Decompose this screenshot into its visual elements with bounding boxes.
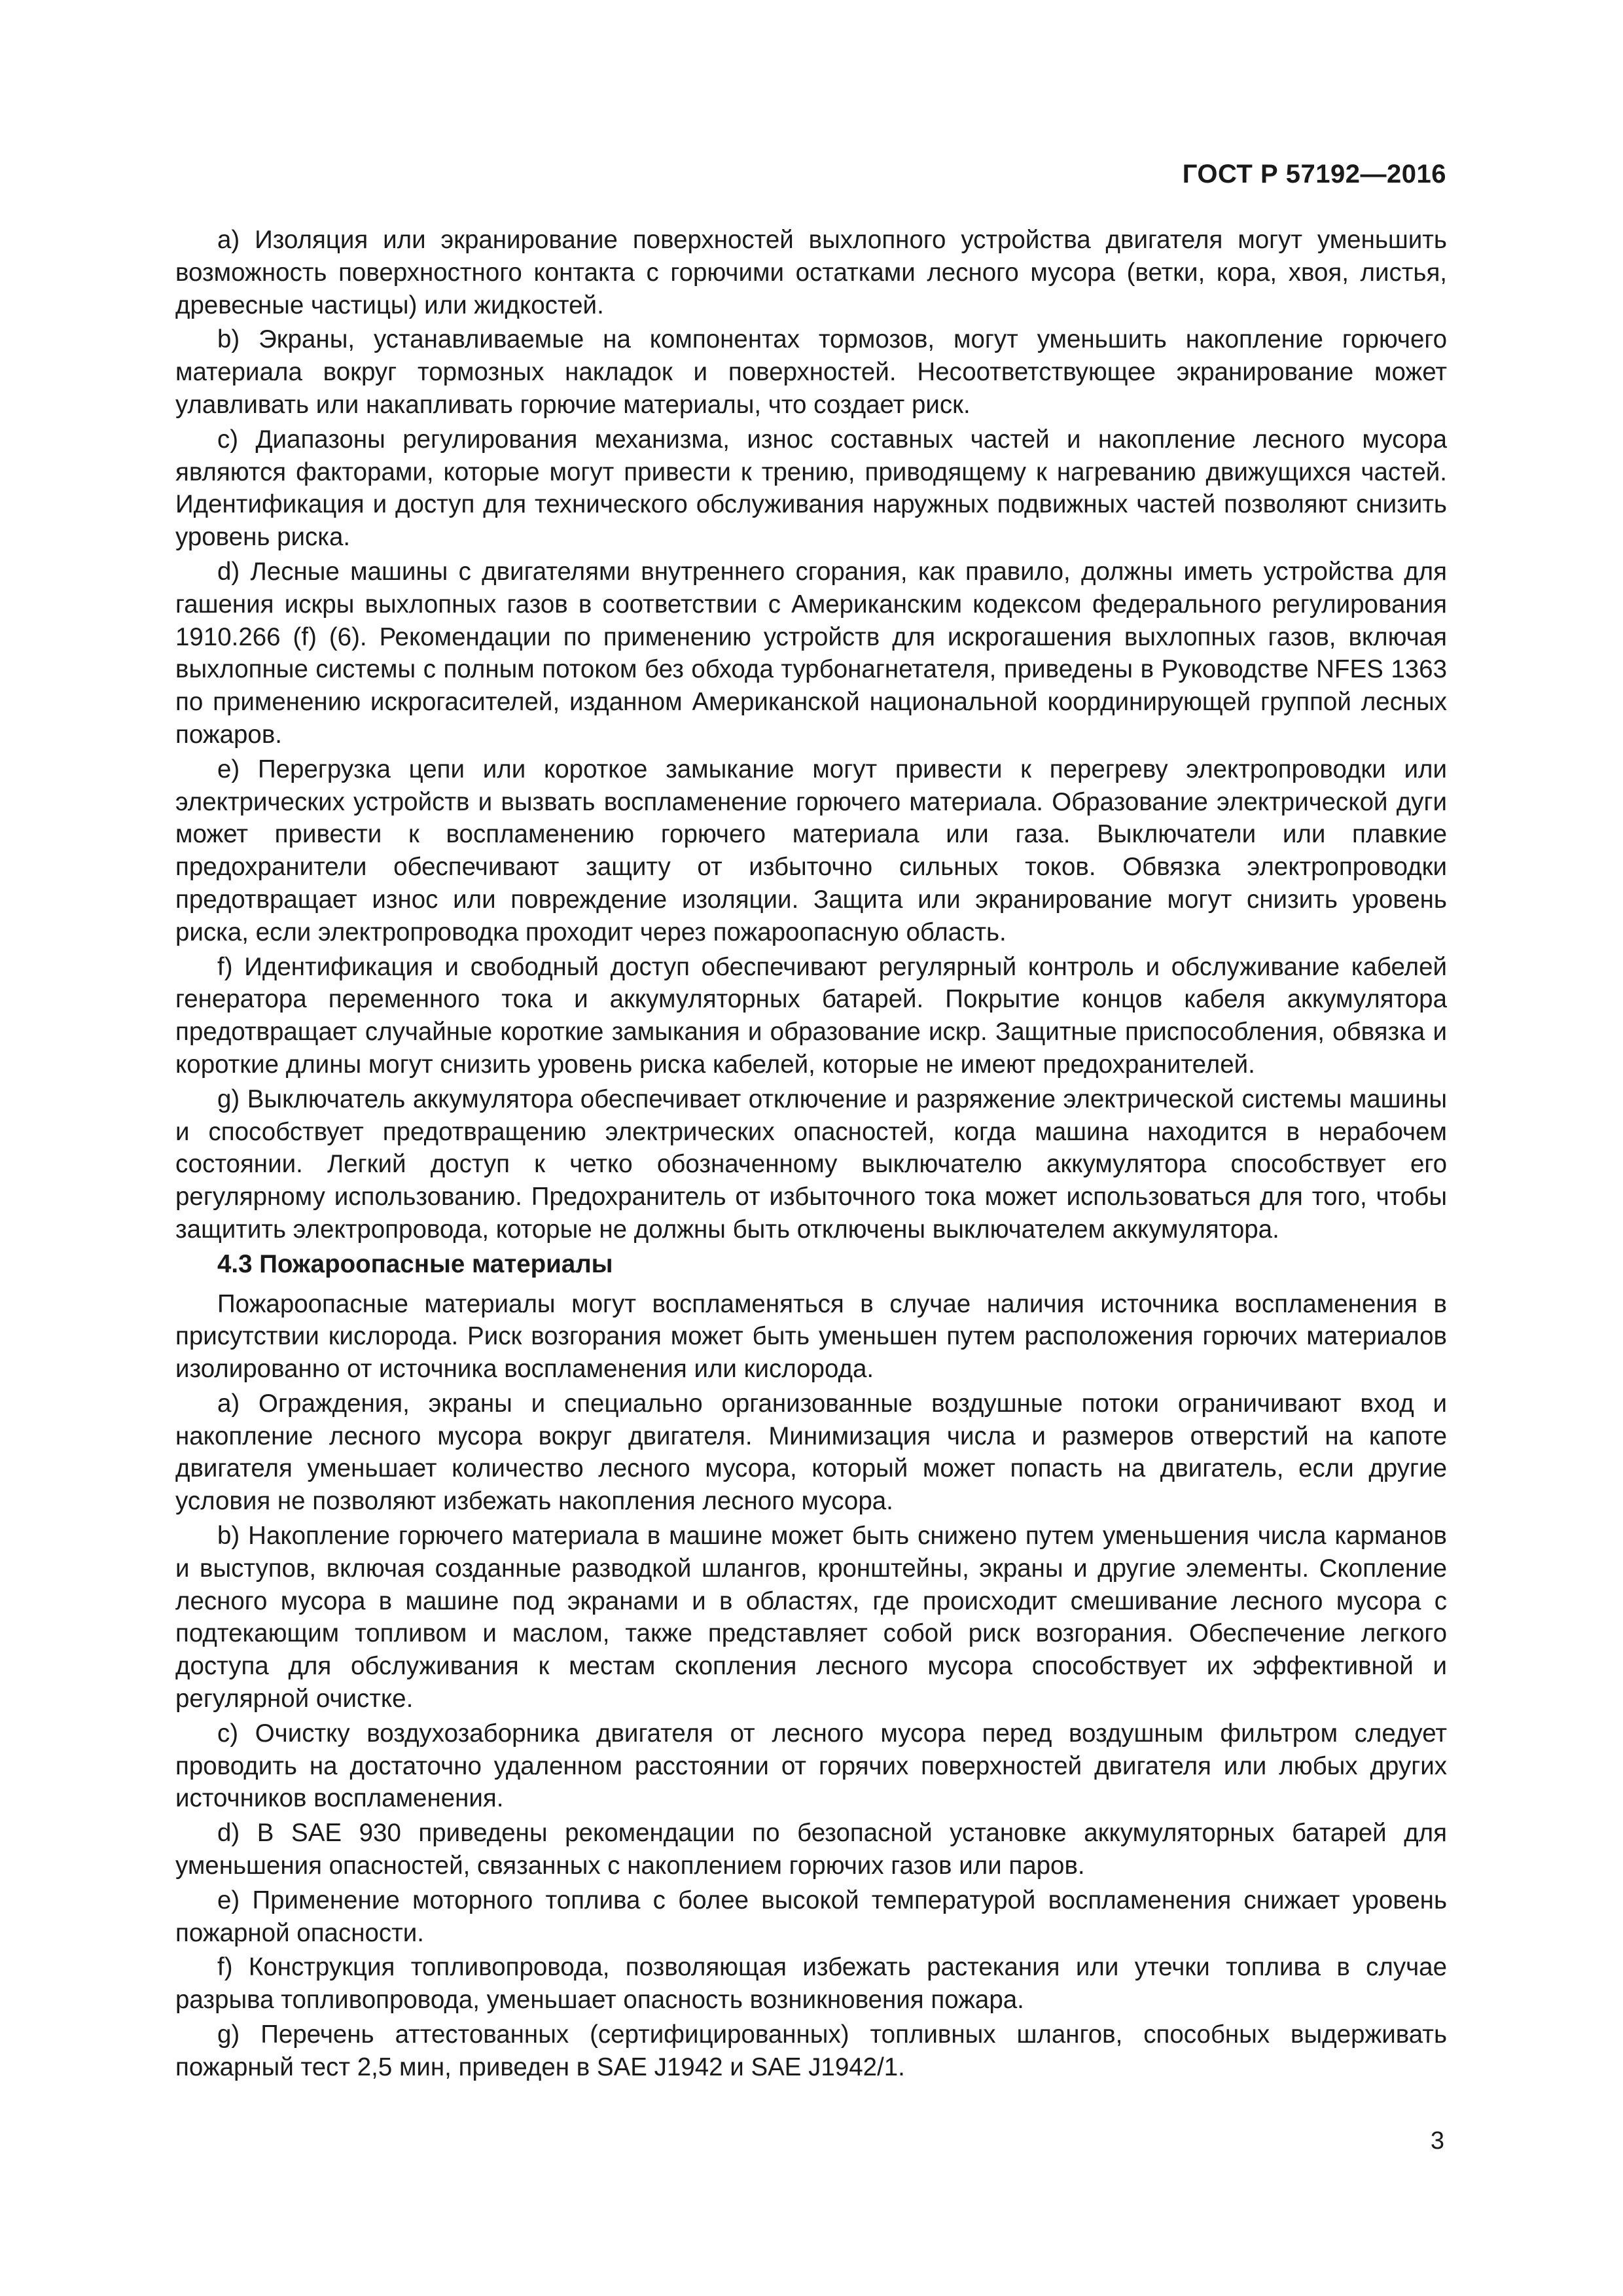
section-item-f: f) Конструкция топливопровода, позволяющая избежать растекания или утечки топлива в случае разрыва топливопровода, уменьшает опасность возникновения пожара. — [175, 1953, 1447, 2015]
paragraph-item-g: g) Выключатель аккумулятора обеспечивает отключение и разряжение электрической системы машины и способствует предотвращению электрических опасностей, когда машина находится в нерабочем состоянии. Легкий доступ к четко обозначенному выключателю аккумулятора способствует его регулярному использованию. Предохранитель от избыточного тока может использоваться для того, чтобы защитить электропровода, которые не должны быть отключены выключателем аккумулятора. — [175, 1085, 1447, 1244]
section-heading-4-3: 4.3 Пожароопасные материалы — [217, 1249, 613, 1278]
paragraph-item-b: b) Экраны, устанавливаемые на компонентах тормозов, могут уменьшить накопление горючего материала вокруг тормозных накладок и поверхностей. Несоответствующее экранирование может улавливать или накапливать горючие материалы, что создает риск. — [175, 325, 1447, 419]
paragraph-item-e: е) Перегрузка цепи или короткое замыкание могут привести к перегреву электропроводки или электрических устройств и вызвать воспламенение горючего материала. Образование электрической дуги может привести к воспламенению горючего материала или газа. Выключатели или плавкие предохранители обеспечивают защиту от избыточно сильных токов. Обвязка электропроводки предотвращает износ или повреждение изоляции. Защита или экранирование могут снизить уровень риска, если электропроводка проходит через пожароопасную область. — [175, 755, 1447, 946]
section-item-b: b) Накопление горючего материала в машине может быть снижено путем уменьшения числа карманов и выступов, включая созданные разводкой шлангов, кронштейны, экраны и другие элементы. Скопление лесного мусора в машине под экранами и в областях, где происходит смешивание лесного мусора с подтекающим топливом и маслом, также представляет собой риск возгорания. Обеспечение легкого доступа для обслуживания к местам скопления лесного мусора способствует их эффективной и регулярной очистке. — [175, 1522, 1447, 1713]
paragraph-item-c: с) Диапазоны регулирования механизма, износ составных частей и накопление лесного мусора являются факторами, которые могут привести к трению, приводящему к нагреванию движущихся частей. Идентификация и доступ для технического обслуживания наружных подвижных частей позволяют снизить уровень риска. — [175, 425, 1447, 552]
paragraph-item-f: f) Идентификация и свободный доступ обеспечивают регулярный контроль и обслуживание кабелей генератора переменного тока и аккумуляторных батарей. Покрытие концов кабеля аккумулятора предотвращает случайные короткие замыкания и образование искр. Защитные приспособления, обвязка и короткие длины могут снизить уровень риска кабелей, которые не имеют предохранителей. — [175, 952, 1447, 1079]
section-intro-paragraph: Пожароопасные материалы могут воспламеняться в случае наличия источника воспламенения в присутствии кислорода. Риск возгорания может быть уменьшен путем расположения горючих материалов изолированно от источника воспламенения или кислорода. — [175, 1289, 1447, 1384]
paragraph-item-d: d) Лесные машины с двигателями внутреннего сгорания, как правило, должны иметь устройства для гашения искры выхлопных газов в соответствии с Американским кодексом федерального регулирования 1910.266 (f) (6). Рекомендации по применению устройств для искрогашения выхлопных газов, включая выхлопные системы с полным потоком без обхода турбонагнетателя, приведены в Руководстве NFES 1363 по применению искрогасителей, изданном Американской национальной координирующей группой лесных пожаров. — [175, 557, 1447, 749]
section-item-a: а) Ограждения, экраны и специально организованные воздушные потоки ограничивают вход и накопление лесного мусора вокруг двигателя. Минимизация числа и размеров отверстий на капоте двигателя уменьшает количество лесного мусора, который может попасть на двигатель, если другие условия не позволяют избежать накопления лесного мусора. — [175, 1389, 1447, 1516]
section-item-d: d) В SAE 930 приведены рекомендации по безопасной установке аккумуляторных батарей для уменьшения опасностей, связанных с накоплением горючих газов или паров. — [175, 1819, 1447, 1880]
document-id-header: ГОСТ Р 57192—2016 — [1182, 160, 1446, 188]
section-item-c: с) Очистку воздухозаборника двигателя от лесного мусора перед воздушным фильтром следует проводить на достаточно удаленном расстоянии от горячих поверхностей двигателя или любых других источников воспламенения. — [175, 1719, 1447, 1813]
document-body — [175, 224, 1447, 2086]
section-item-g: g) Перечень аттестованных (сертифицированных) топливных шлангов, способных выдерживать пожарный тест 2,5 мин, приведен в SAE J1942 и SAE J1942/1. — [175, 2020, 1447, 2081]
paragraph-item-a: а) Изоляция или экранирование поверхностей выхлопного устройства двигателя могут уменьшить возможность поверхностного контакта с горючими остатками лесного мусора (ветки, кора, хвоя, листья, древесные частицы) или жидкостей. — [175, 226, 1447, 319]
page-number: 3 — [1430, 2127, 1444, 2155]
section-item-e: е) Применение моторного топлива с более высокой температурой воспламенения снижает уровень пожарной опасности. — [175, 1886, 1447, 1947]
